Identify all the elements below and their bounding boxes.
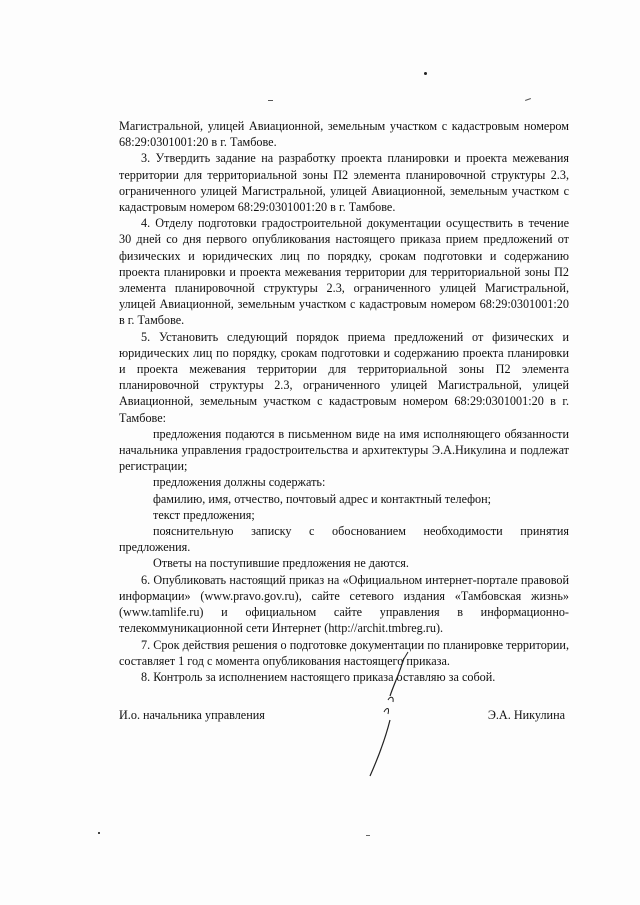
handwritten-signature [360, 650, 430, 780]
scan-speck [268, 100, 273, 101]
document-body [119, 118, 569, 685]
paragraph: Ответы на поступившие предложения не даются. [153, 556, 409, 571]
paragraph: текст предложения; [153, 507, 255, 522]
scan-speck [525, 98, 531, 101]
scan-speck [424, 72, 427, 75]
paragraph: предложения подаются в письменном виде на имя исполняющего обязанности начальника управления градостроительства и архитектуры Э.А.Никулина и подлежат регистрации; [119, 426, 569, 474]
paragraph: пояснительную записку с обоснованием необходимости принятия предложения. [119, 524, 569, 555]
paragraph: предложения должны содержать: [153, 475, 326, 490]
paragraph: 3. Утвердить задание на разработку проекта планировки и проекта межевания территории для территориальной зоны П2 элемента планировочной структуры 2.3, ограниченного улицей Магистральной, улицей Авиационной, земельным участком с кадастровым номером 68:29:0301001:20 в г. Тамбове. [119, 151, 569, 215]
scan-speck [98, 832, 100, 834]
signatory-title: И.о. начальника управления [119, 708, 265, 722]
paragraph: Магистральной, улицей Авиационной, земельным участком с кадастровым номером 68:29:0301001:20 в г. Тамбове. [119, 119, 569, 150]
paragraph: 5. Установить следующий порядок приема предложений от физических и юридических лиц по порядку, срокам подготовки и содержанию проекта планировки и проекта межевания территории для территориальной зоны П2 элемента планировочной структуры 2.3, ограниченного улицей Магистральной, улицей Авиационной, земельным участком с кадастровым номером 68:29:0301001:20 в г. Тамбове: [119, 329, 569, 425]
paragraph: фамилию, имя, отчество, почтовый адрес и контактный телефон; [153, 491, 492, 506]
scan-speck [366, 835, 370, 836]
signatory-name: Э.А. Никулина [487, 708, 565, 722]
paragraph: 4. Отделу подготовки градостроительной документации осуществить в течение 30 дней со дня первого опубликования настоящего приказа прием предложений от физических и юридических лиц по порядку, срокам подготовки и содержанию проекта планировки и проекта межевания территории для территориальной зоны П2 элемента планировочной структуры 2.3, ограниченного улицей Магистральной, улицей Авиационной, земельным участком с кадастровым номером 68:29:0301001:20 в г. Тамбове. [119, 216, 569, 328]
paragraph: 7. Срок действия решения о подготовке документации по планировке территории, составляет 1 год с момента опубликования настоящего приказа. [119, 637, 569, 668]
paragraph: 6. Опубликовать настоящий приказ на «Официальном интернет-портале правовой информации» (www.pravo.gov.ru), сайте сетевого издания «Тамбовская жизнь» (www.tamlife.ru) и официальном сайте управления в информационно-телекоммуникационной сети Интернет (http://archit.tmbreg.ru). [119, 572, 569, 636]
paragraph: 8. Контроль за исполнением настоящего приказа оставляю за собой. [141, 669, 496, 684]
